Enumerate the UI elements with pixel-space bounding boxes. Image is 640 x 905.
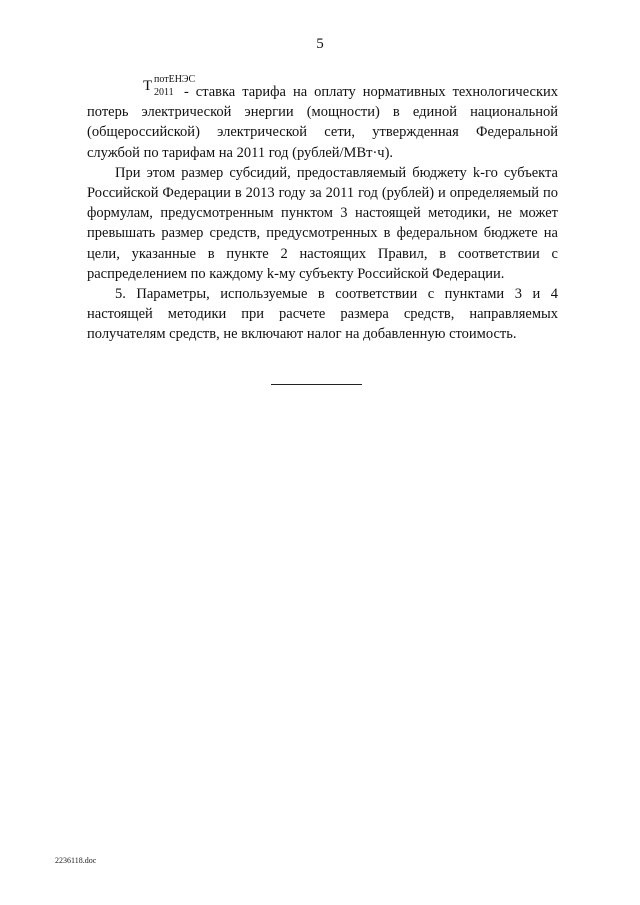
end-separator-line xyxy=(271,384,362,385)
paragraph-vat-exclusion: 5. Параметры, используемые в соответствии с пунктами 3 и 4 настоящей методики при расчете размера средств, направляемых получателям средств, не включают налог на добавленную стоимость. xyxy=(87,286,558,343)
tariff-symbol-base: Т xyxy=(143,78,153,94)
tariff-symbol xyxy=(115,74,196,98)
footer-file-code: 2236118.doc xyxy=(55,856,97,865)
tariff-symbol-subscript: 2011 xyxy=(154,87,174,98)
paragraph-tariff-definition xyxy=(87,76,558,163)
body-text xyxy=(87,76,558,345)
tariff-symbol-superscript: потЕНЭС xyxy=(154,74,196,85)
page-number: 5 xyxy=(316,36,324,52)
tariff-definition-text: - ставка тарифа на оплату нормативных технологических потерь электрической энергии (мощности) в единой национальной (общероссийской) электрической сети, утвержденная Федеральной службой по тарифам на 2011 год (рублей/МВт·ч). xyxy=(87,84,559,161)
paragraph-subsidy-limit: При этом размер субсидий, предоставляемый бюджету k-го субъекта Российской Федерации в 2013 году за 2011 год (рублей) и определяемый по формулам, предусмотренным пунктом 3 настоящей методики, не может превышать размер средств, предусмотренных в федеральном бюджете на цели, указанные в пункте 2 настоящих Правил, в соответствии с распределением по каждому k-му субъекту Российской Федерации. xyxy=(87,164,558,282)
